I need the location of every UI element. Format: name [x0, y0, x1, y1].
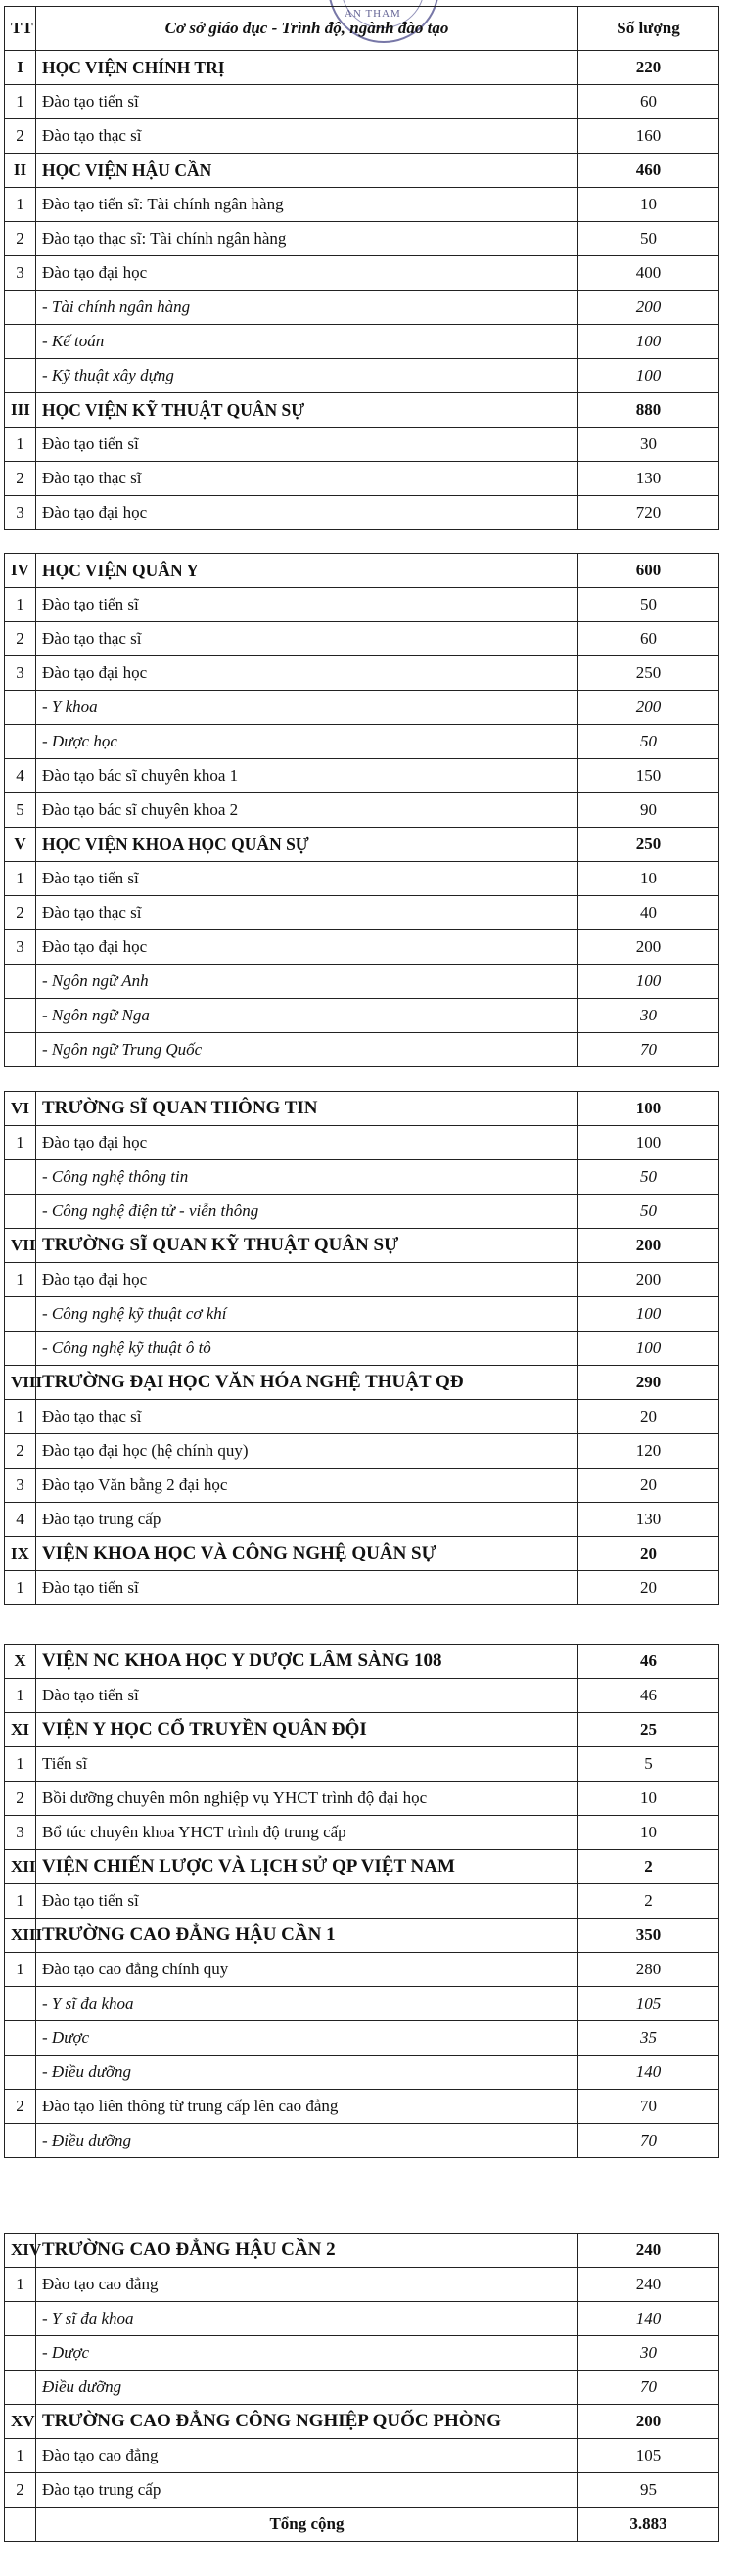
row-number: 2: [5, 222, 36, 256]
section-name: HỌC VIỆN KHOA HỌC QUÂN SỰ: [36, 828, 578, 862]
row-name: - Công nghệ kỹ thuật ô tô: [36, 1332, 578, 1366]
row-quantity: 105: [578, 1987, 719, 2021]
row-name: - Công nghệ thông tin: [36, 1160, 578, 1195]
table-page-3: [4, 1091, 719, 1605]
row-name: Đào tạo đại học: [36, 656, 578, 691]
row-quantity: 100: [578, 1126, 719, 1160]
section-name: HỌC VIỆN HẬU CẦN: [36, 154, 578, 188]
row-number: [5, 725, 36, 759]
row-quantity: 50: [578, 725, 719, 759]
table-row: [5, 1782, 719, 1816]
row-name: - Kỹ thuật xây dựng: [36, 359, 578, 393]
row-number: 3: [5, 1816, 36, 1850]
table-row: [5, 1953, 719, 1987]
row-number: 2: [5, 2473, 36, 2508]
row-number: 1: [5, 1679, 36, 1713]
table-row: [5, 1400, 719, 1434]
row-quantity: 400: [578, 256, 719, 291]
table-row: [5, 1469, 719, 1503]
row-quantity: 130: [578, 1503, 719, 1537]
row-number: 1: [5, 1400, 36, 1434]
row-name: Điều dưỡng: [36, 2371, 578, 2405]
row-name: Đào tạo đại học: [36, 256, 578, 291]
row-quantity: 200: [578, 1263, 719, 1297]
total-empty-cell: [5, 2508, 36, 2542]
section-name: VIỆN CHIẾN LƯỢC VÀ LỊCH SỬ QP VIỆT NAM: [36, 1850, 578, 1884]
row-number: 1: [5, 1953, 36, 1987]
table-header-row: [5, 7, 719, 51]
table-row: [5, 1033, 719, 1067]
row-name: Đào tạo đại học: [36, 1126, 578, 1160]
section-row: [5, 554, 719, 588]
row-number: [5, 999, 36, 1033]
section-quantity: 25: [578, 1713, 719, 1747]
table-row: [5, 2056, 719, 2090]
table-row: [5, 896, 719, 930]
section-number: V: [5, 828, 36, 862]
row-quantity: 140: [578, 2302, 719, 2336]
row-quantity: 200: [578, 691, 719, 725]
row-quantity: 250: [578, 656, 719, 691]
row-name: - Y khoa: [36, 691, 578, 725]
row-quantity: 120: [578, 1434, 719, 1469]
section-row: [5, 828, 719, 862]
row-number: 3: [5, 256, 36, 291]
table-row: [5, 2090, 719, 2124]
table-row: [5, 119, 719, 154]
row-quantity: 60: [578, 622, 719, 656]
section-row: [5, 1919, 719, 1953]
row-number: 3: [5, 930, 36, 965]
section-name: HỌC VIỆN QUÂN Y: [36, 554, 578, 588]
row-name: - Dược học: [36, 725, 578, 759]
row-quantity: 35: [578, 2021, 719, 2056]
section-number: X: [5, 1645, 36, 1679]
row-number: 1: [5, 1884, 36, 1919]
table-row: [5, 325, 719, 359]
table-row: [5, 2268, 719, 2302]
row-name: - Tài chính ngân hàng: [36, 291, 578, 325]
row-quantity: 5: [578, 1747, 719, 1782]
row-number: 4: [5, 1503, 36, 1537]
row-quantity: 10: [578, 862, 719, 896]
row-number: [5, 2371, 36, 2405]
section-number: XI: [5, 1713, 36, 1747]
section-quantity: 240: [578, 2234, 719, 2268]
table-row: [5, 2336, 719, 2371]
row-number: [5, 2302, 36, 2336]
table-row: [5, 725, 719, 759]
table-row: [5, 588, 719, 622]
row-quantity: 100: [578, 325, 719, 359]
row-name: Đào tạo tiến sĩ: Tài chính ngân hàng: [36, 188, 578, 222]
section-row: [5, 1850, 719, 1884]
row-name: Đào tạo tiến sĩ: [36, 428, 578, 462]
row-number: 2: [5, 622, 36, 656]
table-row: [5, 1503, 719, 1537]
row-quantity: 100: [578, 1332, 719, 1366]
section-number: I: [5, 51, 36, 85]
row-name: Đào tạo bác sĩ chuyên khoa 2: [36, 793, 578, 828]
section-name: TRƯỜNG CAO ĐẲNG CÔNG NGHIỆP QUỐC PHÒNG: [36, 2405, 578, 2439]
row-quantity: 100: [578, 965, 719, 999]
section-number: IX: [5, 1537, 36, 1571]
row-name: Bổ túc chuyên khoa YHCT trình độ trung cấp: [36, 1816, 578, 1850]
section-number: III: [5, 393, 36, 428]
row-quantity: 50: [578, 588, 719, 622]
table-row: [5, 2371, 719, 2405]
row-name: - Dược: [36, 2336, 578, 2371]
section-quantity: 20: [578, 1537, 719, 1571]
row-quantity: 100: [578, 359, 719, 393]
section-quantity: 220: [578, 51, 719, 85]
table-page-1: [4, 6, 719, 530]
section-row: [5, 1092, 719, 1126]
table-row: [5, 1297, 719, 1332]
row-name: - Kế toán: [36, 325, 578, 359]
table-row: [5, 999, 719, 1033]
row-number: [5, 1160, 36, 1195]
row-quantity: 30: [578, 2336, 719, 2371]
row-quantity: 140: [578, 2056, 719, 2090]
table-page-4: [4, 1644, 719, 2158]
row-quantity: 40: [578, 896, 719, 930]
row-name: Đào tạo thạc sĩ: [36, 119, 578, 154]
row-number: 2: [5, 896, 36, 930]
section-name: HỌC VIỆN KỸ THUẬT QUÂN SỰ: [36, 393, 578, 428]
row-number: [5, 1195, 36, 1229]
row-quantity: 240: [578, 2268, 719, 2302]
section-row: [5, 393, 719, 428]
row-name: - Công nghệ kỹ thuật cơ khí: [36, 1297, 578, 1332]
row-number: 1: [5, 188, 36, 222]
row-number: [5, 1987, 36, 2021]
row-name: Đào tạo đại học: [36, 930, 578, 965]
row-quantity: 150: [578, 759, 719, 793]
section-name: TRƯỜNG SĨ QUAN KỸ THUẬT QUÂN SỰ: [36, 1229, 578, 1263]
section-row: [5, 2405, 719, 2439]
row-name: - Y sĩ đa khoa: [36, 1987, 578, 2021]
section-name: VIỆN Y HỌC CỔ TRUYỀN QUÂN ĐỘI: [36, 1713, 578, 1747]
row-name: - Điều dưỡng: [36, 2056, 578, 2090]
section-row: [5, 2234, 719, 2268]
table-row: [5, 1434, 719, 1469]
row-name: Tiến sĩ: [36, 1747, 578, 1782]
row-number: [5, 1332, 36, 1366]
table-row: [5, 1263, 719, 1297]
table-row: [5, 359, 719, 393]
row-number: 1: [5, 2439, 36, 2473]
section-number: XII: [5, 1850, 36, 1884]
row-quantity: 280: [578, 1953, 719, 1987]
table-row: [5, 188, 719, 222]
row-quantity: 60: [578, 85, 719, 119]
table-row: [5, 2021, 719, 2056]
section-name: HỌC VIỆN CHÍNH TRỊ: [36, 51, 578, 85]
section-quantity: 100: [578, 1092, 719, 1126]
row-name: - Ngôn ngữ Nga: [36, 999, 578, 1033]
row-name: Đào tạo tiến sĩ: [36, 862, 578, 896]
row-name: Đào tạo đại học: [36, 496, 578, 530]
row-number: 1: [5, 1571, 36, 1605]
row-quantity: 720: [578, 496, 719, 530]
row-name: Đào tạo cao đẳng: [36, 2268, 578, 2302]
row-name: Đào tạo cao đẳng chính quy: [36, 1953, 578, 1987]
row-number: [5, 325, 36, 359]
section-quantity: 880: [578, 393, 719, 428]
row-quantity: 20: [578, 1400, 719, 1434]
row-name: Đào tạo trung cấp: [36, 2473, 578, 2508]
table-page-5: [4, 2233, 719, 2542]
section-number: XIII: [5, 1919, 36, 1953]
row-number: 2: [5, 1434, 36, 1469]
section-name: VIỆN KHOA HỌC VÀ CÔNG NGHỆ QUÂN SỰ: [36, 1537, 578, 1571]
section-name: TRƯỜNG ĐẠI HỌC VĂN HÓA NGHỆ THUẬT QĐ: [36, 1366, 578, 1400]
table-row: [5, 1160, 719, 1195]
table-row: [5, 291, 719, 325]
table-row: [5, 1195, 719, 1229]
row-name: Đào tạo đại học (hệ chính quy): [36, 1434, 578, 1469]
row-number: 2: [5, 1782, 36, 1816]
row-name: - Y sĩ đa khoa: [36, 2302, 578, 2336]
row-number: [5, 1033, 36, 1067]
seal-stamp-text: AN THAM: [345, 8, 401, 20]
row-number: [5, 2124, 36, 2158]
table-row: [5, 1884, 719, 1919]
table-row: [5, 2439, 719, 2473]
section-number: IV: [5, 554, 36, 588]
row-quantity: 200: [578, 291, 719, 325]
section-quantity: 460: [578, 154, 719, 188]
row-name: Đào tạo thạc sĩ: [36, 896, 578, 930]
row-quantity: 95: [578, 2473, 719, 2508]
row-quantity: 10: [578, 1816, 719, 1850]
row-number: 2: [5, 119, 36, 154]
section-row: [5, 1645, 719, 1679]
row-name: Đào tạo thạc sĩ: Tài chính ngân hàng: [36, 222, 578, 256]
row-quantity: 50: [578, 1195, 719, 1229]
header-name: Cơ sở giáo dục - Trình độ, ngành đào tạo: [36, 7, 578, 51]
header-qty: Số lượng: [578, 7, 719, 51]
row-quantity: 160: [578, 119, 719, 154]
row-name: - Ngôn ngữ Trung Quốc: [36, 1033, 578, 1067]
total-row: [5, 2508, 719, 2542]
row-name: Đào tạo liên thông từ trung cấp lên cao đẳng: [36, 2090, 578, 2124]
row-name: Đào tạo tiến sĩ: [36, 1884, 578, 1919]
row-quantity: 30: [578, 999, 719, 1033]
section-number: VII: [5, 1229, 36, 1263]
table-row: [5, 1816, 719, 1850]
row-name: - Công nghệ điện tử - viễn thông: [36, 1195, 578, 1229]
section-quantity: 46: [578, 1645, 719, 1679]
section-quantity: 350: [578, 1919, 719, 1953]
section-name: TRƯỜNG CAO ĐẲNG HẬU CẦN 1: [36, 1919, 578, 1953]
section-number: VIII: [5, 1366, 36, 1400]
row-number: 5: [5, 793, 36, 828]
row-number: 3: [5, 656, 36, 691]
table-row: [5, 930, 719, 965]
total-quantity: 3.883: [578, 2508, 719, 2542]
row-quantity: 50: [578, 222, 719, 256]
section-name: TRƯỜNG CAO ĐẲNG HẬU CẦN 2: [36, 2234, 578, 2268]
row-number: 1: [5, 1747, 36, 1782]
row-number: 1: [5, 85, 36, 119]
table-row: [5, 2302, 719, 2336]
table-row: [5, 2124, 719, 2158]
section-row: [5, 1366, 719, 1400]
table-row: [5, 222, 719, 256]
row-number: [5, 2056, 36, 2090]
row-name: Đào tạo thạc sĩ: [36, 1400, 578, 1434]
table-row: [5, 793, 719, 828]
row-quantity: 200: [578, 930, 719, 965]
table-row: [5, 256, 719, 291]
row-number: 2: [5, 2090, 36, 2124]
row-number: 1: [5, 1126, 36, 1160]
row-quantity: 2: [578, 1884, 719, 1919]
header-tt: TT: [5, 7, 36, 51]
row-number: [5, 965, 36, 999]
row-quantity: 10: [578, 188, 719, 222]
row-name: Đào tạo tiến sĩ: [36, 1679, 578, 1713]
row-name: - Điều dưỡng: [36, 2124, 578, 2158]
row-number: [5, 2336, 36, 2371]
table-page-2: [4, 553, 719, 1067]
row-number: [5, 359, 36, 393]
table-row: [5, 462, 719, 496]
row-name: Đào tạo thạc sĩ: [36, 622, 578, 656]
row-quantity: 20: [578, 1469, 719, 1503]
row-number: [5, 291, 36, 325]
row-quantity: 90: [578, 793, 719, 828]
section-number: II: [5, 154, 36, 188]
row-number: 1: [5, 2268, 36, 2302]
row-quantity: 10: [578, 1782, 719, 1816]
section-quantity: 250: [578, 828, 719, 862]
section-number: XIV: [5, 2234, 36, 2268]
table-row: [5, 622, 719, 656]
row-number: 3: [5, 496, 36, 530]
row-quantity: 100: [578, 1297, 719, 1332]
row-number: 1: [5, 588, 36, 622]
row-name: Đào tạo cao đẳng: [36, 2439, 578, 2473]
row-number: 3: [5, 1469, 36, 1503]
row-number: [5, 691, 36, 725]
section-quantity: 600: [578, 554, 719, 588]
row-name: Đào tạo bác sĩ chuyên khoa 1: [36, 759, 578, 793]
row-name: Đào tạo tiến sĩ: [36, 1571, 578, 1605]
table-row: [5, 496, 719, 530]
table-row: [5, 2473, 719, 2508]
table-row: [5, 85, 719, 119]
row-quantity: 70: [578, 2124, 719, 2158]
row-name: Đào tạo tiến sĩ: [36, 588, 578, 622]
row-number: 1: [5, 1263, 36, 1297]
section-number: XV: [5, 2405, 36, 2439]
row-name: Đào tạo đại học: [36, 1263, 578, 1297]
table-row: [5, 1987, 719, 2021]
row-number: 2: [5, 462, 36, 496]
row-quantity: 20: [578, 1571, 719, 1605]
row-name: Đào tạo trung cấp: [36, 1503, 578, 1537]
row-quantity: 70: [578, 2371, 719, 2405]
row-quantity: 70: [578, 2090, 719, 2124]
section-name: TRƯỜNG SĨ QUAN THÔNG TIN: [36, 1092, 578, 1126]
section-row: [5, 1713, 719, 1747]
row-quantity: 130: [578, 462, 719, 496]
row-name: Đào tạo thạc sĩ: [36, 462, 578, 496]
table-row: [5, 1679, 719, 1713]
table-row: [5, 691, 719, 725]
row-name: Bồi dưỡng chuyên môn nghiệp vụ YHCT trình độ đại học: [36, 1782, 578, 1816]
row-number: 1: [5, 862, 36, 896]
total-label: Tổng cộng: [36, 2508, 578, 2542]
row-quantity: 30: [578, 428, 719, 462]
section-quantity: 2: [578, 1850, 719, 1884]
table-row: [5, 1332, 719, 1366]
section-row: [5, 1229, 719, 1263]
row-name: - Ngôn ngữ Anh: [36, 965, 578, 999]
row-number: [5, 2021, 36, 2056]
section-name: VIỆN NC KHOA HỌC Y DƯỢC LÂM SÀNG 108: [36, 1645, 578, 1679]
row-name: - Dược: [36, 2021, 578, 2056]
row-name: Đào tạo tiến sĩ: [36, 85, 578, 119]
row-quantity: 105: [578, 2439, 719, 2473]
section-number: VI: [5, 1092, 36, 1126]
section-quantity: 200: [578, 1229, 719, 1263]
table-row: [5, 428, 719, 462]
section-quantity: 290: [578, 1366, 719, 1400]
table-row: [5, 965, 719, 999]
table-row: [5, 1747, 719, 1782]
table-row: [5, 862, 719, 896]
row-number: 1: [5, 428, 36, 462]
table-row: [5, 759, 719, 793]
section-row: [5, 154, 719, 188]
row-quantity: 50: [578, 1160, 719, 1195]
section-quantity: 200: [578, 2405, 719, 2439]
table-row: [5, 656, 719, 691]
section-row: [5, 51, 719, 85]
row-quantity: 70: [578, 1033, 719, 1067]
row-name: Đào tạo Văn bằng 2 đại học: [36, 1469, 578, 1503]
table-row: [5, 1126, 719, 1160]
table-row: [5, 1571, 719, 1605]
row-number: [5, 1297, 36, 1332]
section-row: [5, 1537, 719, 1571]
row-quantity: 46: [578, 1679, 719, 1713]
row-number: 4: [5, 759, 36, 793]
